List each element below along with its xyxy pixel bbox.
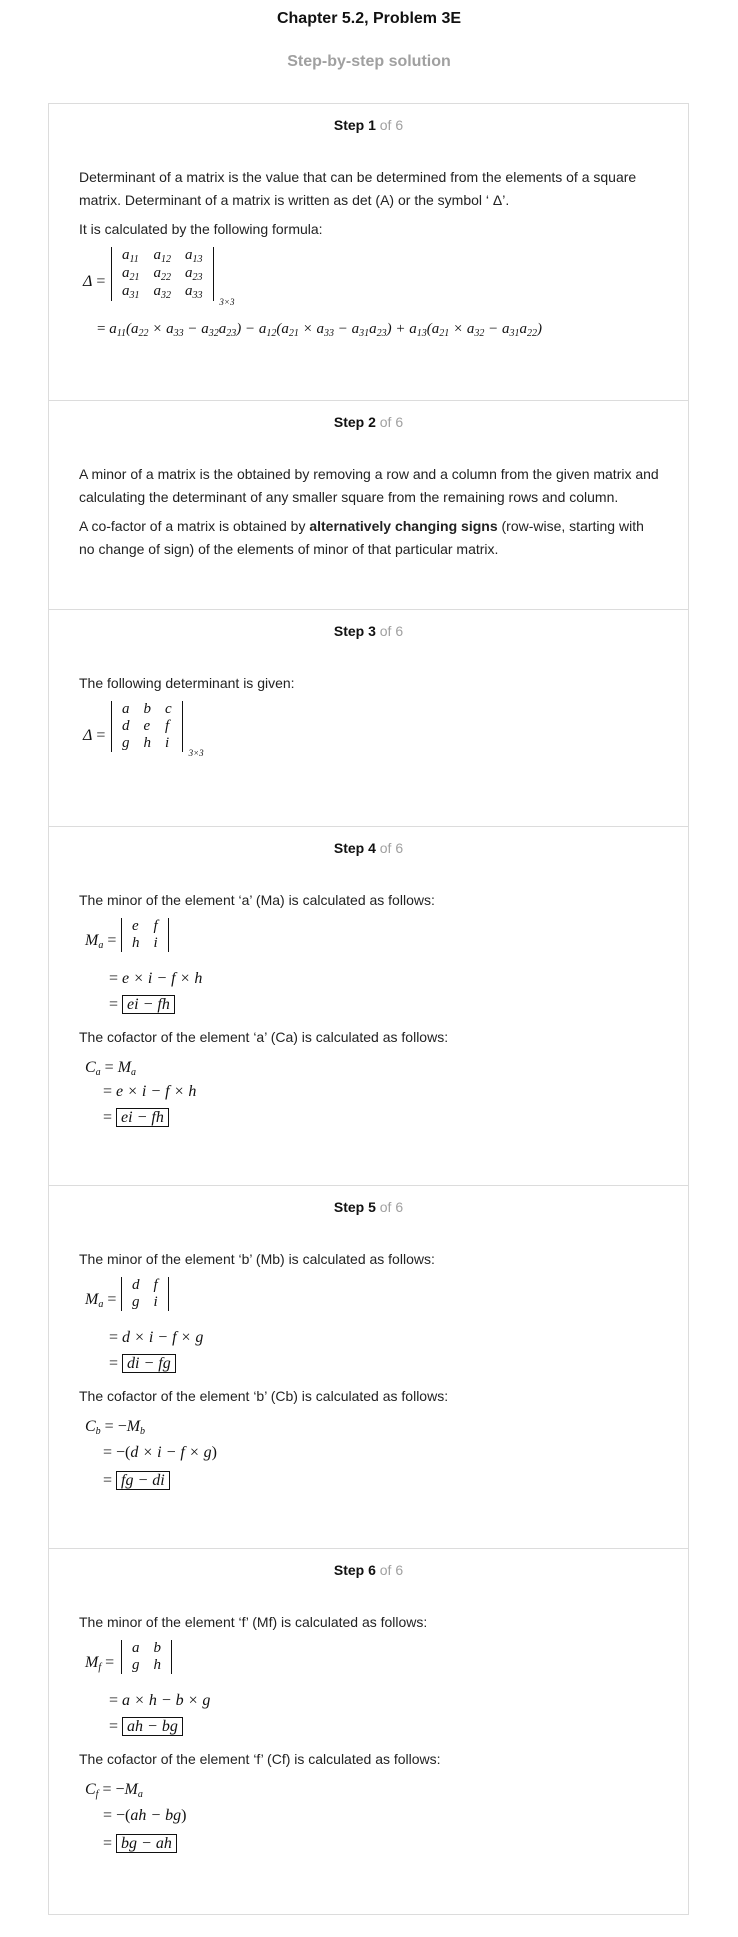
step-1 [49, 104, 688, 400]
step-heading: Step 5 of 6 [333, 1199, 404, 1215]
step-text: The cofactor of the element ‘b’ (Cb) is calculated as follows: [79, 1388, 449, 1404]
minor-b-calculation: $M_a$ = d f g i = d × i − f × g = di − fg [85, 1277, 204, 1372]
step-heading: Step 4 of 6 [333, 840, 404, 856]
step-text: The minor of the element ‘f’ (Mf) is calculated as follows: [79, 1614, 428, 1630]
step-2 [49, 400, 688, 609]
step-text: The cofactor of the element ‘a’ (Ca) is calculated as follows: [79, 1029, 449, 1045]
step-text: Determinant of a matrix is the value that can be determined from the elements of a square matrix. Determinant of a matrix is written as det (A) or the symbol ‘ Δ’. [79, 169, 637, 208]
cofactor-b-calculation: $C_b = -M_b$ = −(d × i − f × g) = fg − di [85, 1418, 217, 1489]
minor-f-calculation: $M_f$ = a b g h = a × h − b × g = ah − bg [85, 1640, 211, 1735]
step-text: The following determinant is given: [79, 675, 295, 691]
solution-steps [48, 103, 689, 1915]
step-heading: Step 3 of 6 [333, 623, 404, 639]
step-5 [49, 1185, 688, 1548]
step-text: A minor of a matrix is the obtained by removing a row and a column from the given matrix and calculating the determinant of any smaller square from the remaining rows and column. [79, 466, 659, 505]
minor-a-calculation: $M_a$ = e f h i = e × i − f × h = ei − fh [85, 918, 203, 1013]
step-text: The cofactor of the element ‘f’ (Cf) is calculated as follows: [79, 1751, 441, 1767]
cofactor-f-calculation: $C_f = -M_a$ = −(ah − bg) = bg − ah [85, 1781, 187, 1852]
step-6 [49, 1548, 688, 1914]
step-text: The minor of the element ‘a’ (Ma) is calculated as follows: [79, 892, 435, 908]
step-heading: Step 6 of 6 [333, 1562, 404, 1578]
step-heading: Step 1 of 6 [333, 117, 404, 133]
cofactor-a-calculation: $C_a = M_a$ = e × i − f × h = ei − fh [85, 1059, 197, 1126]
step-text: A co-factor of a matrix is obtained by alternatively changing signs (row-wise, starting with no change of sign) of the elements of minor of that particular matrix. [79, 518, 644, 557]
determinant-formula: Δ = $a_{11}$ $a_{12}$ $a_{13}$ $a_{21}$ $a_{22}$ $a_{23}$ $a_{31}$ $a_{32}$ $a_{33}$ 3×3 = $a_{11}(a_{22} \times a_{33} - a_{32}a_{23}) - a_{12}(a_{21} \times a_{33} - a_{31}a_{23}) + a_{13}(a_{21} \times a_{32} - a_{31}a_{22})$ [83, 247, 542, 339]
given-determinant: Δ = a b c d e f g h i 3×3 [83, 701, 204, 758]
step-heading: Step 2 of 6 [333, 414, 404, 430]
page-title: Chapter 5.2, Problem 3E [276, 10, 462, 27]
step-text: It is calculated by the following formula: [79, 221, 323, 237]
step-4 [49, 826, 688, 1185]
step-text: The minor of the element ‘b’ (Mb) is calculated as follows: [79, 1251, 435, 1267]
step-3 [49, 609, 688, 826]
page-subtitle: Step-by-step solution [287, 53, 451, 70]
